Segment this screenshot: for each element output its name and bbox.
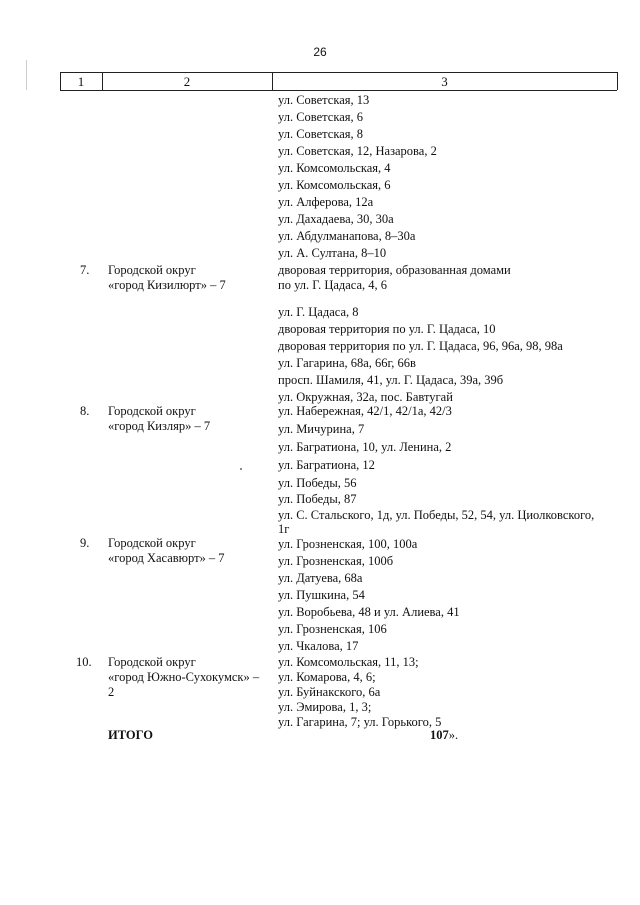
row-number: 9. bbox=[80, 536, 90, 550]
address-line: просп. Шамиля, 41, ул. Г. Цадаса, 39а, 39б bbox=[278, 373, 504, 387]
address-line: дворовая территория по ул. Г. Цадаса, 10 bbox=[278, 322, 496, 336]
header-column-1: 1 bbox=[77, 74, 85, 89]
table-header-bottom-border bbox=[60, 90, 617, 91]
district-name-line: «город Южно-Сухокумск» – bbox=[108, 670, 260, 684]
address-line: ул. Победы, 56 bbox=[278, 476, 357, 490]
address-line: ул. Г. Цадаса, 8 bbox=[278, 305, 359, 319]
address-line: ул. Абдулманапова, 8–30а bbox=[278, 229, 416, 243]
address-line: ул. А. Султана, 8–10 bbox=[278, 246, 387, 260]
table-right-border bbox=[617, 72, 618, 90]
address-line: ул. Комсомольская, 11, 13; bbox=[278, 655, 419, 669]
address-line: ул. Советская, 12, Назарова, 2 bbox=[278, 144, 437, 158]
scan-speck bbox=[240, 468, 242, 470]
row-number: 7. bbox=[80, 263, 90, 277]
address-line: ул. Мичурина, 7 bbox=[278, 422, 365, 436]
address-line: ул. Комсомольская, 6 bbox=[278, 178, 391, 192]
address-line: ул. Советская, 13 bbox=[278, 93, 370, 107]
table-top-border bbox=[60, 72, 617, 73]
header-column-2: 2 bbox=[183, 74, 191, 89]
total-value bbox=[430, 728, 458, 743]
district-name-line: «город Хасавюрт» – 7 bbox=[108, 551, 225, 565]
address-line: ул. Советская, 6 bbox=[278, 110, 363, 124]
address-line: ул. Датуева, 68а bbox=[278, 571, 363, 585]
scan-speck bbox=[26, 60, 27, 90]
address-line: ул. Буйнакского, 6а bbox=[278, 685, 381, 699]
address-line: ул. Чкалова, 17 bbox=[278, 639, 359, 653]
total-count: 107 bbox=[430, 728, 449, 742]
header-column-3: 3 bbox=[441, 74, 448, 89]
address-line: дворовая территория по ул. Г. Цадаса, 96, 96а, 98, 98а bbox=[278, 339, 563, 353]
address-line: ул. Гагарина, 7; ул. Горького, 5 bbox=[278, 715, 442, 729]
address-line: 1г bbox=[278, 522, 290, 536]
address-line: ул. Багратиона, 10, ул. Ленина, 2 bbox=[278, 440, 452, 454]
address-line: ул. Комсомольская, 4 bbox=[278, 161, 391, 175]
address-line: ул. Победы, 87 bbox=[278, 492, 357, 506]
district-name-line: Городской округ bbox=[108, 536, 196, 550]
district-name-line: Городской округ bbox=[108, 263, 196, 277]
address-line: ул. Пушкина, 54 bbox=[278, 588, 365, 602]
address-line: ул. Комарова, 4, 6; bbox=[278, 670, 376, 684]
row-number: 10. bbox=[76, 655, 92, 669]
address-line: ул. Советская, 8 bbox=[278, 127, 363, 141]
district-name-line: Городской округ bbox=[108, 404, 196, 418]
district-name-line: «город Кизляр» – 7 bbox=[108, 419, 211, 433]
address-line: ул. Алферова, 12а bbox=[278, 195, 374, 209]
address-line: ул. Эмирова, 1, 3; bbox=[278, 700, 372, 714]
address-line: ул. Грозненская, 100б bbox=[278, 554, 394, 568]
district-name-line: «город Кизилюрт» – 7 bbox=[108, 278, 226, 292]
row-number: 8. bbox=[80, 404, 90, 418]
address-line: ул. Грозненская, 106 bbox=[278, 622, 387, 636]
address-line: ул. Багратиона, 12 bbox=[278, 458, 375, 472]
address-line: ул. Воробьева, 48 и ул. Алиева, 41 bbox=[278, 605, 460, 619]
total-label: ИТОГО bbox=[108, 728, 153, 742]
address-line: ул. Грозненская, 100, 100а bbox=[278, 537, 418, 551]
district-name-line: Городской округ bbox=[108, 655, 196, 669]
address-line: ул. Окружная, 32а, пос. Бавтугай bbox=[278, 390, 453, 404]
page-number: 26 bbox=[313, 45, 327, 59]
district-name-line: 2 bbox=[108, 685, 115, 699]
address-line: по ул. Г. Цадаса, 4, 6 bbox=[278, 278, 388, 292]
address-line: дворовая территория, образованная домами bbox=[278, 263, 511, 277]
total-suffix: ». bbox=[448, 728, 459, 742]
address-line: ул. Дахадаева, 30, 30а bbox=[278, 212, 394, 226]
address-line: ул. Набережная, 42/1, 42/1а, 42/3 bbox=[278, 404, 452, 418]
address-line: ул. С. Стальского, 1д, ул. Победы, 52, 54, ул. Циолковского, bbox=[278, 508, 595, 522]
address-line: ул. Гагарина, 68а, 66г, 66в bbox=[278, 356, 416, 370]
